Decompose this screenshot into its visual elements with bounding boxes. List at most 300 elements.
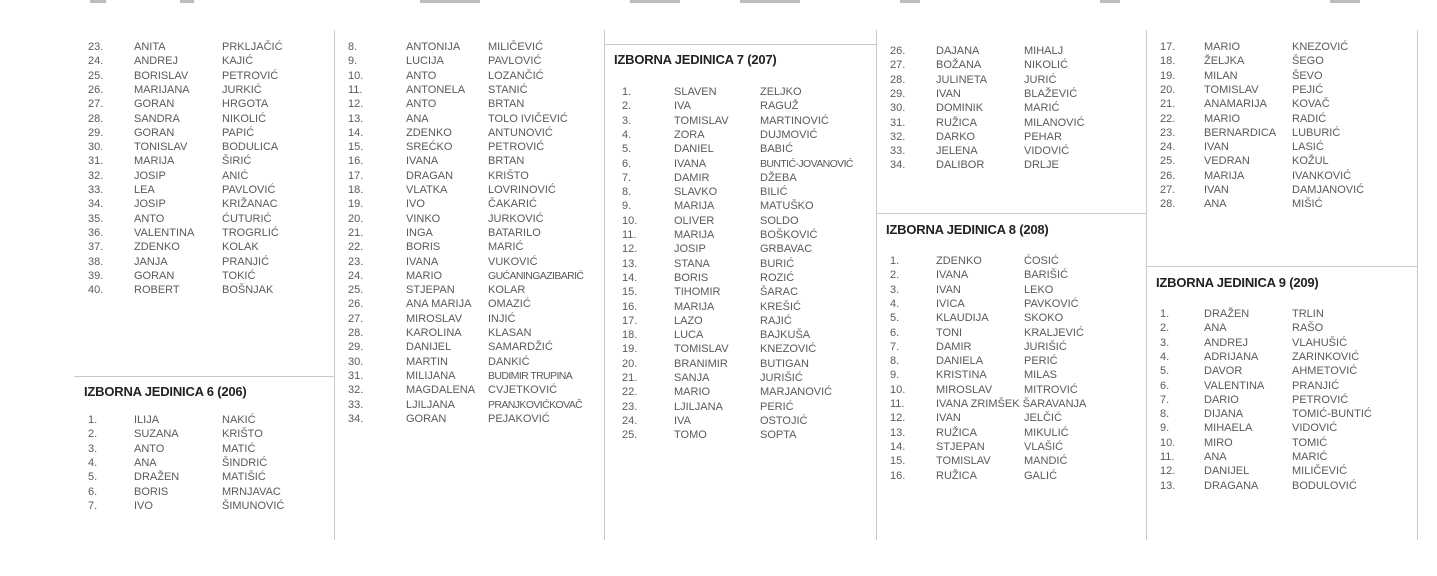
candidate-row: [876, 116, 1146, 130]
candidate-number: 25.: [1160, 155, 1176, 168]
candidate-number: 20.: [348, 212, 364, 225]
last-name: MILANOVIĆ: [1024, 116, 1085, 129]
first-name: JOSIP: [674, 243, 706, 256]
candidate-number: 25.: [622, 429, 638, 442]
first-name: INGA: [406, 226, 433, 239]
first-name: MARIJA: [134, 155, 175, 168]
last-name: PRKLJAČIĆ: [222, 41, 283, 53]
candidate-row: [1146, 112, 1417, 126]
candidate-row: [604, 99, 876, 113]
candidate-row: [334, 297, 604, 311]
candidate-number: 7.: [88, 499, 98, 512]
first-name: IVA: [674, 414, 691, 427]
last-name: BATARILO: [488, 226, 541, 239]
last-name: TROGRLIĆ: [222, 226, 279, 239]
first-name: MIHAELA: [1204, 422, 1253, 435]
last-name: KNEZOVIĆ: [760, 343, 817, 356]
last-name: BAJKUŠA: [760, 329, 811, 342]
candidate-row: [334, 54, 604, 68]
candidate-number: 16.: [890, 469, 906, 482]
candidate-number: 10.: [890, 383, 906, 396]
candidate-number: 4.: [1160, 350, 1170, 363]
last-name: LOZANČIĆ: [488, 69, 544, 82]
candidate-row: [334, 212, 604, 226]
candidate-row: [876, 73, 1146, 87]
first-name: JELENA: [936, 145, 978, 158]
first-name: DANIELA: [936, 355, 984, 368]
first-name: KLAUDIJA: [936, 312, 989, 325]
last-name: JURIŠIĆ: [1024, 340, 1067, 353]
first-name: SLAVEN: [674, 86, 717, 98]
candidate-number: 13.: [622, 257, 638, 270]
first-name: BORISLAV: [134, 69, 189, 82]
candidate-number: 28.: [890, 73, 906, 86]
candidate-row: [74, 140, 334, 154]
candidate-number: 2.: [890, 269, 900, 282]
first-name: LAZO: [674, 314, 703, 327]
candidate-number: 7.: [622, 171, 632, 184]
first-name: LJILJANA: [406, 398, 455, 411]
last-name: PETROVIĆ: [488, 141, 545, 154]
last-name: MIHALJ: [1024, 45, 1064, 57]
candidate-number: 34.: [890, 159, 906, 172]
candidate-number: 4.: [890, 297, 900, 310]
first-name: IVAN: [1204, 141, 1229, 154]
last-name: BOŠKOVIĆ: [760, 229, 818, 241]
candidate-row: [74, 112, 334, 126]
candidate-number: 21.: [622, 372, 638, 384]
candidate-row: [74, 442, 334, 456]
first-name: DAMIR: [936, 340, 972, 353]
last-name: PRANJIĆ: [222, 255, 270, 268]
cropped-top-strip: [0, 0, 1437, 8]
candidate-row: [334, 340, 604, 354]
candidate-number: 16.: [348, 155, 364, 168]
candidate-row: [604, 199, 876, 213]
candidate-row: [1146, 126, 1417, 140]
candidate-row: [876, 469, 1146, 483]
candidate-row: [334, 83, 604, 97]
first-name: MARIJA: [674, 229, 715, 241]
first-name: TOMISLAV: [674, 343, 729, 356]
last-name: ŠINDRIĆ: [222, 456, 268, 469]
candidate-number: 32.: [890, 130, 906, 143]
candidate-number: 9.: [1160, 422, 1170, 435]
first-name: DARIO: [1204, 393, 1239, 406]
candidate-row: [74, 154, 334, 168]
candidate-number: 28.: [348, 327, 364, 339]
first-name: DARKO: [936, 130, 976, 143]
candidate-number: 14.: [890, 440, 906, 453]
candidate-row: [74, 69, 334, 83]
candidate-row: [334, 126, 604, 140]
first-name: STJEPAN: [406, 284, 455, 297]
first-name: ANA: [406, 112, 429, 125]
first-name: BORIS: [134, 485, 169, 498]
candidate-row: [1146, 393, 1417, 407]
candidate-row: [604, 342, 876, 356]
candidate-number: 10.: [348, 69, 364, 82]
last-name: KAJIĆ: [222, 55, 254, 68]
first-name: MARTIN: [406, 355, 448, 368]
first-name: MILAN: [1204, 69, 1238, 82]
first-name: MAGDALENA: [406, 384, 476, 397]
candidate-row: [334, 383, 604, 397]
last-name: MILIČEVIĆ: [488, 41, 544, 53]
first-name: DANIJEL: [406, 341, 452, 354]
last-name: ŠEGO: [1292, 55, 1324, 68]
last-name: LUBURIĆ: [1292, 126, 1341, 139]
candidate-row: [876, 411, 1146, 425]
last-name: BARIŠIĆ: [1024, 269, 1069, 282]
candidate-number: 17.: [348, 169, 364, 182]
last-name: CVJETKOVIĆ: [488, 384, 558, 397]
last-name: JURKIĆ: [222, 83, 262, 96]
last-name: INJIĆ: [488, 312, 516, 325]
constituency-heading: IZBORNA JEDINICA 7 (207): [614, 52, 777, 67]
candidate-row: [604, 128, 876, 142]
last-name: PETROVIĆ: [1292, 393, 1349, 406]
first-name: ANTONELA: [406, 83, 466, 96]
candidate-number: 19.: [622, 343, 638, 356]
candidate-row: [604, 285, 876, 299]
candidate-number: 15.: [348, 141, 364, 154]
candidate-number: 22.: [1160, 112, 1176, 125]
first-name: ANA: [1204, 322, 1227, 335]
first-name: ŽELJKA: [1204, 55, 1245, 68]
first-name: ANA: [1204, 198, 1227, 211]
constituency-section: [876, 213, 1146, 482]
candidate-number: 33.: [88, 184, 104, 196]
candidate-row: [604, 400, 876, 414]
first-name: IVANA: [936, 269, 969, 282]
candidate-number: 35.: [88, 212, 104, 225]
candidate-number: 12.: [890, 412, 906, 425]
candidate-number: 24.: [88, 55, 104, 68]
last-name: ŠEVO: [1292, 69, 1323, 82]
candidate-row: [74, 126, 334, 140]
last-name: MANDIĆ: [1024, 455, 1068, 468]
last-name: MRNJAVAC: [222, 485, 281, 498]
candidate-row: [334, 269, 604, 283]
constituency-section: [1146, 266, 1417, 492]
candidate-number: 8.: [890, 355, 900, 368]
candidate-number: 24.: [1160, 141, 1176, 154]
last-name: KOVAČ: [1292, 98, 1330, 111]
candidate-list-table: [74, 30, 1417, 540]
candidate-row: [604, 257, 876, 271]
first-name: IVANA: [674, 157, 707, 170]
first-name: GORAN: [134, 98, 175, 111]
candidate-number: 13.: [890, 426, 906, 439]
last-name: LOVRINOVIĆ: [488, 184, 556, 196]
last-name: BUNTIĆ-JOVANOVIĆ: [760, 157, 853, 170]
first-name: SANJA: [674, 372, 710, 384]
last-name: ĆUTURIĆ: [222, 212, 272, 225]
first-name: MIROSLAV: [406, 312, 463, 325]
candidate-number: 1.: [890, 255, 900, 267]
candidate-number: 10.: [622, 214, 638, 227]
candidate-row: [604, 214, 876, 228]
first-name: RUŽICA: [936, 116, 977, 129]
first-name: BORIS: [406, 241, 441, 254]
candidate-number: 22.: [348, 241, 364, 254]
candidate-number: 18.: [622, 329, 638, 342]
last-name: SKOKO: [1024, 312, 1064, 325]
candidate-row: [1146, 379, 1417, 393]
candidate-row: [334, 69, 604, 83]
first-name: ILIJA: [134, 414, 160, 426]
candidate-row: [74, 269, 334, 283]
candidate-number: 19.: [1160, 69, 1176, 82]
first-name: IVAN: [1204, 184, 1229, 196]
first-name: DIJANA: [1204, 408, 1244, 421]
candidate-row: [1146, 54, 1417, 68]
first-name: VINKO: [406, 212, 441, 225]
candidate-row: [604, 157, 876, 171]
last-name: BURIĆ: [760, 257, 795, 270]
first-name: IVA: [674, 100, 691, 113]
first-name: DAJANA: [936, 45, 980, 57]
first-name: TONISLAV: [134, 141, 188, 154]
first-name: ZDENKO: [936, 255, 982, 267]
first-name: MARIJA: [674, 300, 715, 313]
candidate-row: [74, 169, 334, 183]
first-name: TONI: [936, 326, 963, 339]
first-name: SLAVKO: [674, 186, 718, 199]
candidate-number: 11.: [348, 83, 363, 96]
candidate-row: [1146, 479, 1417, 493]
candidate-row: [1146, 183, 1417, 197]
candidate-number: 7.: [890, 340, 900, 353]
candidate-row: [876, 268, 1146, 282]
candidate-number: 32.: [88, 169, 104, 182]
candidate-row: [334, 197, 604, 211]
first-name: DRAGANA: [1204, 479, 1259, 492]
candidate-number: 31.: [88, 155, 104, 168]
candidate-row: [876, 44, 1146, 58]
first-name: DAVOR: [1204, 365, 1243, 378]
candidate-row: [334, 183, 604, 197]
candidate-number: 3.: [890, 283, 900, 296]
candidate-number: 22.: [622, 386, 638, 399]
last-name: BRTAN: [488, 155, 525, 168]
first-name: VEDRAN: [1204, 155, 1250, 168]
candidate-row: [74, 212, 334, 226]
candidate-row: [604, 242, 876, 256]
candidate-number: 1.: [622, 86, 632, 98]
first-name: SREĆKO: [406, 141, 453, 154]
candidate-row: [1146, 97, 1417, 111]
candidate-row: [334, 369, 604, 383]
constituency-section: [74, 376, 334, 512]
candidate-number: 3.: [1160, 336, 1170, 349]
candidate-row: [334, 255, 604, 269]
first-name: DRAGAN: [406, 169, 454, 182]
candidate-row: [1146, 364, 1417, 378]
first-name: TOMISLAV: [1204, 83, 1259, 96]
last-name: PAVKOVIĆ: [1024, 297, 1079, 310]
candidate-number: 30.: [890, 102, 906, 115]
candidate-row: [334, 283, 604, 297]
first-name: MARIO: [1204, 41, 1241, 53]
candidate-row: [1146, 464, 1417, 478]
candidate-number: 15.: [622, 286, 638, 299]
candidate-number: 2.: [622, 100, 632, 113]
candidate-row: [876, 297, 1146, 311]
first-name: ANA: [134, 456, 157, 469]
candidate-row: [876, 130, 1146, 144]
first-name: ZDENKO: [134, 241, 180, 254]
column-5: [1146, 30, 1418, 540]
first-name: IVICA: [936, 297, 965, 310]
candidate-number: 27.: [88, 98, 104, 111]
candidate-row: [604, 171, 876, 185]
last-name: KREŠIĆ: [760, 300, 801, 313]
last-name: JURIŠIĆ: [760, 372, 803, 384]
first-name: OLIVER: [674, 214, 715, 227]
last-name: KRALJEVIĆ: [1024, 326, 1084, 339]
candidate-row: [1146, 83, 1417, 97]
last-name: PEHAR: [1024, 130, 1062, 143]
last-name: NIKOLIĆ: [222, 112, 267, 125]
candidate-row: [334, 40, 604, 54]
first-name: MARIO: [406, 269, 443, 282]
candidate-number: 14.: [622, 271, 638, 284]
candidate-row: [74, 485, 334, 499]
candidate-row: [1146, 69, 1417, 83]
first-name: BERNARDICA: [1204, 126, 1277, 139]
candidate-row: [604, 185, 876, 199]
candidate-row: [1146, 40, 1417, 54]
last-name: DANKIĆ: [488, 355, 530, 368]
first-name: DRAŽEN: [134, 471, 180, 484]
last-name: BODULOVIĆ: [1292, 479, 1357, 492]
candidate-number: 9.: [622, 200, 632, 213]
first-name: MARIJA: [674, 200, 715, 213]
first-name: BRANIMIR: [674, 357, 728, 370]
candidate-number: 5.: [890, 312, 900, 325]
last-name: SOPTA: [760, 429, 797, 442]
candidate-number: 27.: [890, 59, 906, 72]
candidate-number: 4.: [622, 128, 632, 141]
last-name: BOŠNJAK: [222, 284, 274, 297]
column-1: [74, 30, 335, 540]
last-name: PETROVIĆ: [222, 69, 279, 82]
candidate-row: [334, 355, 604, 369]
last-name: BLAŽEVIĆ: [1024, 87, 1078, 100]
candidate-number: 40.: [88, 284, 104, 297]
candidate-row: [604, 428, 876, 442]
last-name: PRANJKOVIĆKOVAČ: [488, 398, 583, 411]
first-name: ZDENKO: [406, 126, 452, 139]
last-name: ZARINKOVIĆ: [1292, 350, 1360, 363]
candidate-row: [74, 427, 334, 441]
candidate-row: [604, 385, 876, 399]
candidate-number: 27.: [1160, 184, 1176, 196]
last-name: MILIČEVIĆ: [1292, 465, 1348, 478]
last-name: KNEZOVIĆ: [1292, 41, 1349, 53]
candidate-number: 17.: [622, 314, 638, 327]
first-name: JANJA: [134, 255, 168, 268]
first-name: JOSIP: [134, 198, 166, 211]
candidate-number: 7.: [1160, 393, 1170, 406]
first-name: GORAN: [134, 126, 175, 139]
candidate-row: [604, 414, 876, 428]
candidate-row: [604, 371, 876, 385]
last-name: KRIŽANAC: [222, 198, 278, 211]
candidate-row: [74, 470, 334, 484]
first-name: ANA MARIJA: [406, 298, 472, 311]
last-name: VLAHUŠIĆ: [1292, 336, 1348, 349]
candidate-number: 17.: [1160, 41, 1176, 53]
candidate-row: [334, 312, 604, 326]
last-name: PAPIĆ: [222, 126, 255, 139]
candidate-row: [876, 454, 1146, 468]
candidate-row: [604, 314, 876, 328]
first-name: JOSIP: [134, 169, 166, 182]
candidate-number: 24.: [622, 414, 638, 427]
candidate-row: [1146, 450, 1417, 464]
last-name: MARIĆ: [1292, 451, 1328, 463]
candidate-number: 34.: [88, 198, 104, 211]
candidate-row: [1146, 140, 1417, 154]
candidate-row: [876, 326, 1146, 340]
first-name: ANDREJ: [1204, 336, 1249, 349]
first-name: IVANA: [406, 155, 439, 168]
candidate-row: [74, 40, 334, 54]
last-name: BUDIMIR TRUPINA: [488, 369, 573, 382]
last-name: TOMIĆ: [1292, 436, 1328, 449]
candidate-row: [604, 142, 876, 156]
candidate-number: 8.: [1160, 408, 1170, 421]
candidate-number: 5.: [1160, 365, 1170, 378]
last-name: GUĆANINGAZIBARIĆ: [488, 269, 584, 282]
candidate-row: [604, 300, 876, 314]
candidate-row: [1146, 436, 1417, 450]
candidate-row: [1146, 307, 1417, 321]
candidate-number: 3.: [88, 442, 98, 455]
first-name: IVAN: [936, 412, 961, 425]
candidate-row: [334, 226, 604, 240]
candidate-number: 11.: [622, 229, 637, 241]
candidate-number: 24.: [348, 269, 364, 282]
candidate-number: 20.: [1160, 83, 1176, 96]
candidate-number: 25.: [348, 284, 364, 297]
candidate-row: [334, 112, 604, 126]
candidate-row: [876, 144, 1146, 158]
candidate-number: 39.: [88, 269, 104, 282]
last-name: TRLIN: [1292, 308, 1324, 320]
candidate-number: 33.: [890, 145, 906, 158]
first-name: ADRIJANA: [1204, 350, 1259, 363]
candidate-row: [1146, 407, 1417, 421]
last-name: ZELJKO: [760, 86, 802, 98]
last-name: TOKIĆ: [222, 269, 256, 282]
candidate-row: [876, 87, 1146, 101]
last-name: OMAZIĆ: [488, 298, 531, 311]
first-name: DOMINIK: [936, 102, 984, 115]
candidate-number: 9.: [348, 55, 358, 68]
last-name: PEJIĆ: [1292, 83, 1324, 96]
candidate-number: 23.: [348, 255, 364, 268]
constituency-heading: IZBORNA JEDINICA 8 (208): [886, 222, 1049, 237]
candidate-row: [74, 83, 334, 97]
candidate-row: [74, 499, 334, 513]
last-name: PEJAKOVIĆ: [488, 412, 550, 425]
candidate-row: [334, 140, 604, 154]
last-name: JELČIĆ: [1024, 412, 1062, 425]
